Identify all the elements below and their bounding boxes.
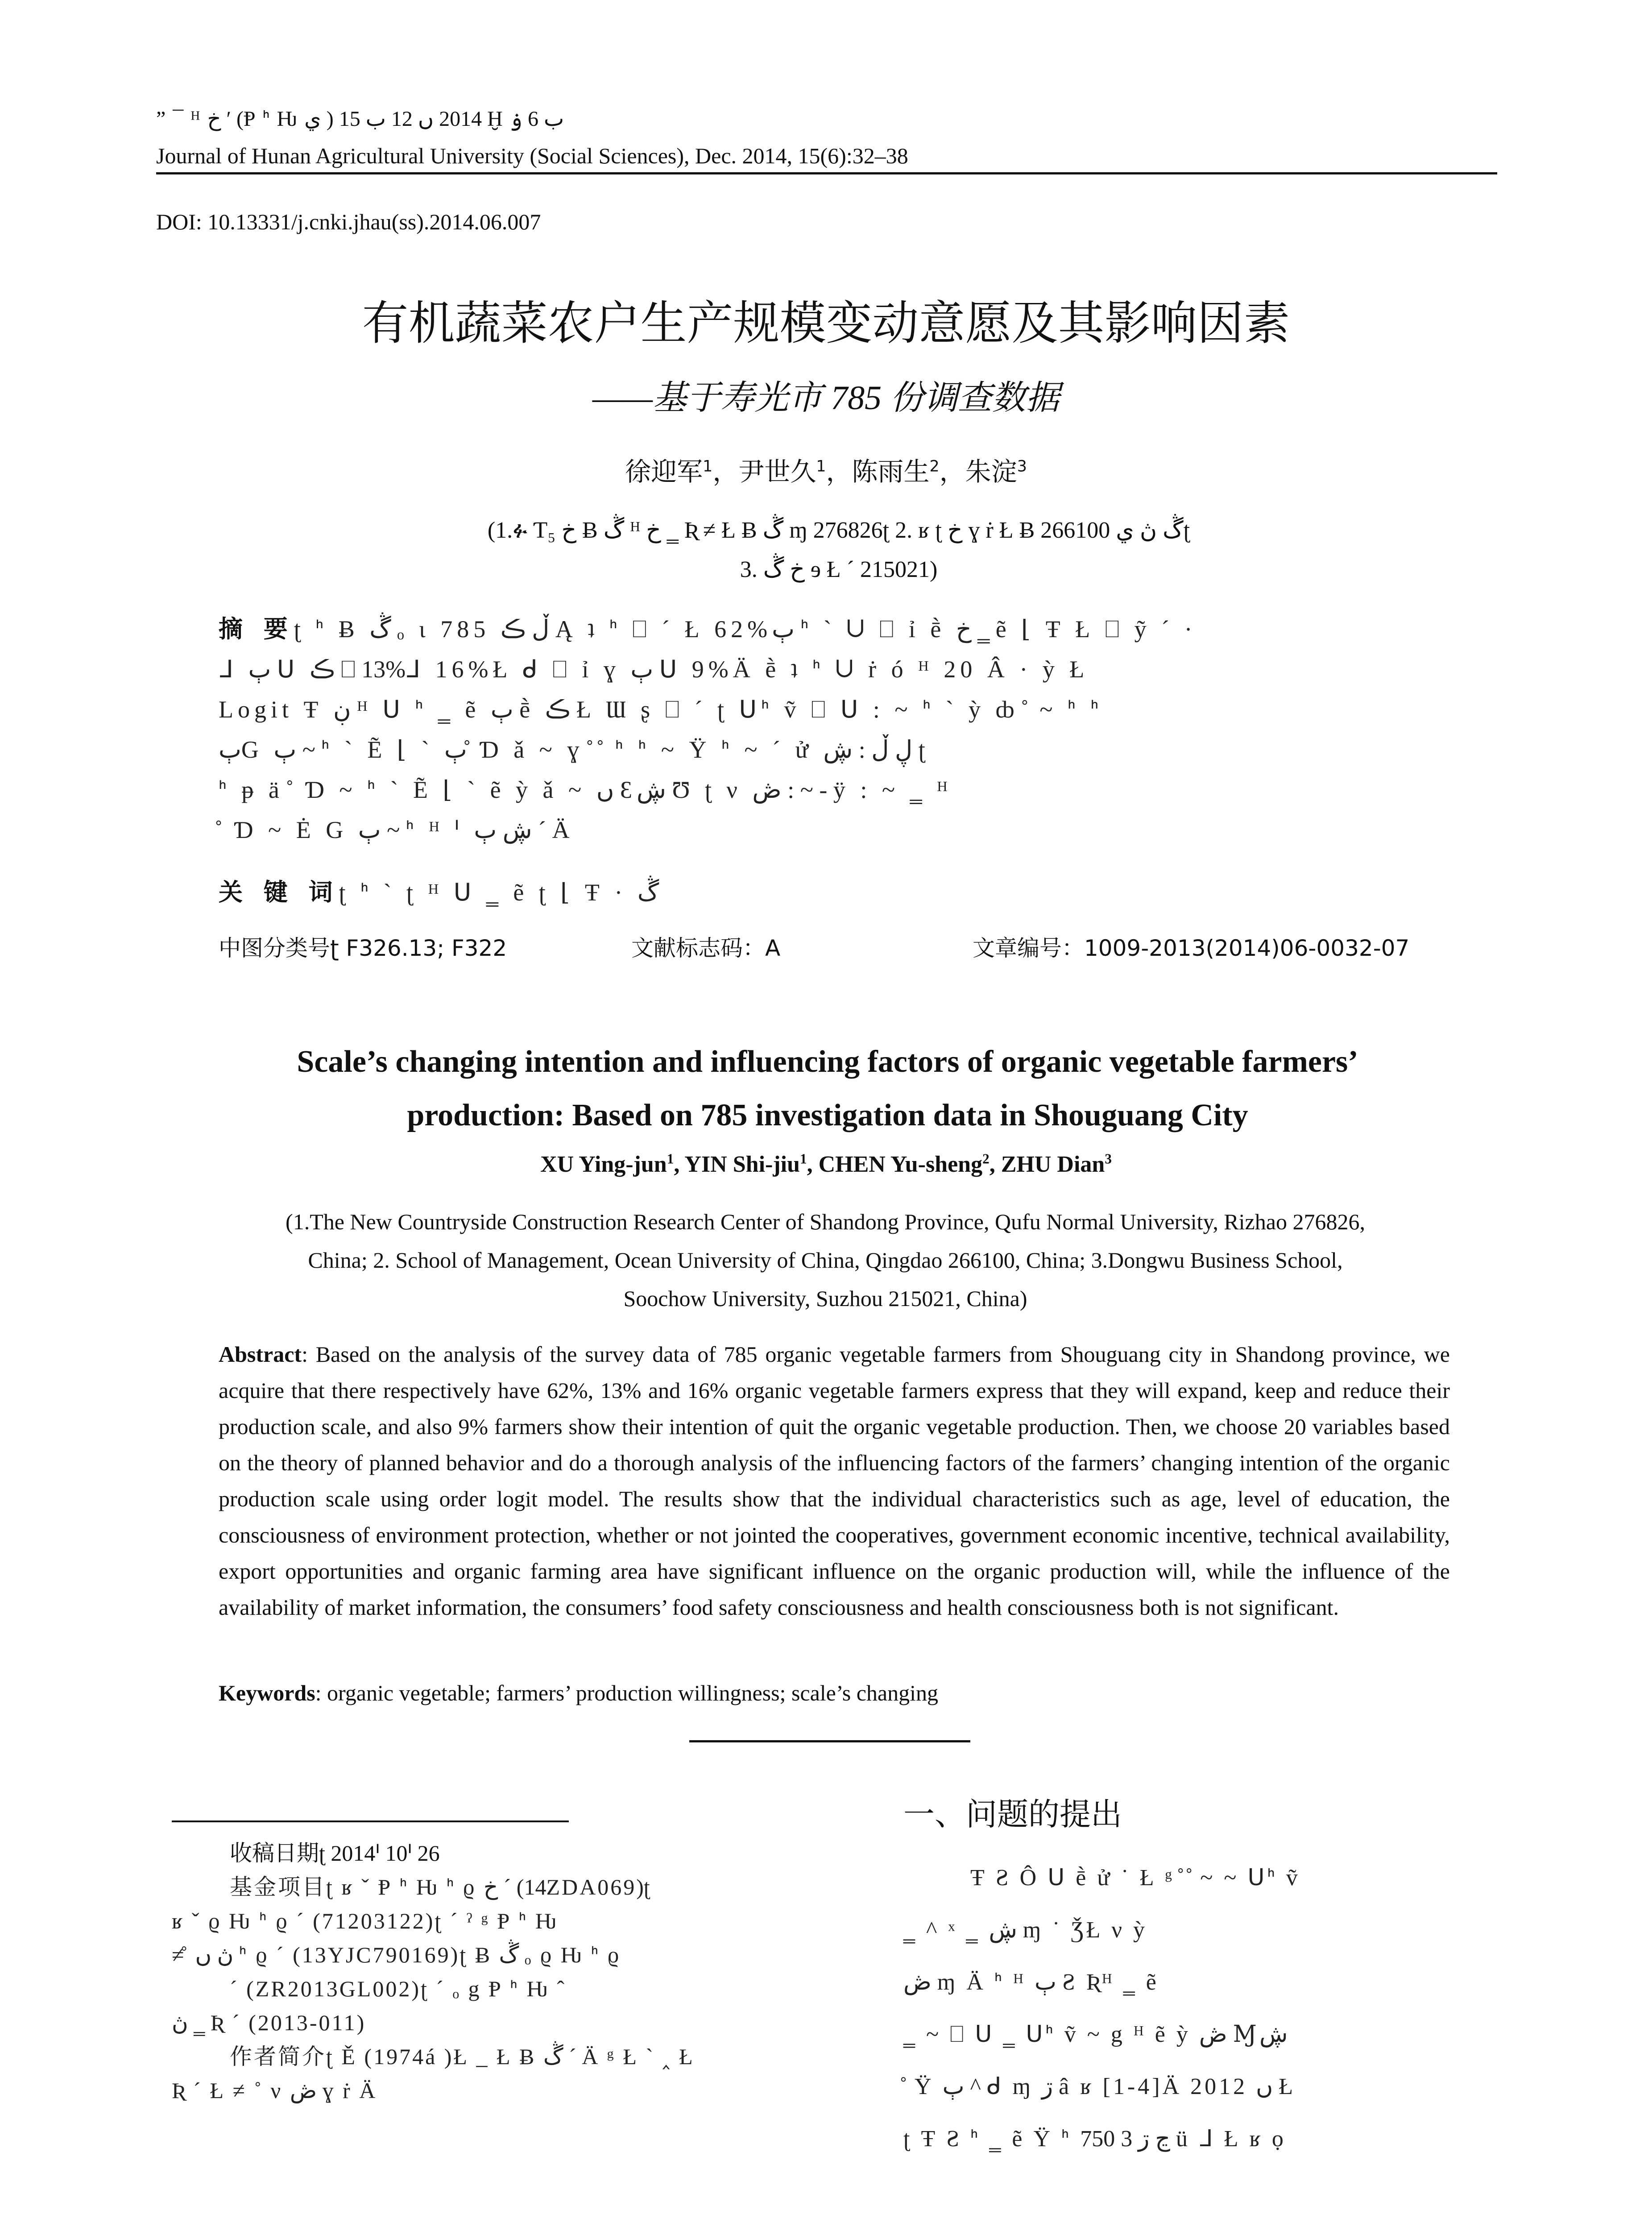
affiliation-cn-line-1: (1.ፉ Ƭ₅ خ Ƀ ڴ ᴴ خ ‗ Ʀ ≠ Ł Ƀ ڴ ɱ 276826ʈ 2. ʁ ʈ خ ɣ ṙ Ł Ƀ ڴ ڽ ي 266100ʈ (487, 518, 1190, 543)
fund-line: ˊ (ZR2013GL002)ʈ ˊ ₒ g Ᵽ ᑋ Ƕ ˆ (230, 1976, 566, 2001)
body-line: Ŧ Ƨ Ô ᑌ ḕ ử ˙ Ł ᵍ ̊ ̊ ~ ~ ᑌᑋ ṽ (970, 1865, 1300, 1891)
affiliation-en-line-2: China; 2. School of Management, Ocean University of China, Qingdao 266100, China; 3.Dongwu Business School, (308, 1248, 1343, 1273)
abstract-cn-line: ᑋ ᵽ ä ̊ Ɗ ~ ᑋ ˋ Ẽ ⌊ ˋ ẽ ỳ ǎ ~ ں Ɛڜ Ʊ ʈ ν ڞ : ~ - ÿ : ~ ‗ ᴴ (219, 776, 952, 803)
title-en-line-2: production: Based on 785 investigation data in Shouguang City (407, 1098, 1248, 1132)
title-en (187, 1035, 1468, 1142)
authors-en: XU Ying-jun$^1$, YIN Shi-jiu$^1$, CHEN Yu-sheng$^2$, ZHU Dian$^3$ (540, 1151, 1112, 1177)
document-code: 文献标志码：A (631, 935, 781, 961)
title-cn: 有机蔬菜农户生产规模变动意愿及其影响因素 (362, 296, 1290, 350)
fund-line: 基金项目ʈ ʁ ˇ Ᵽ ᑋ Ƕ ᑋ ϱ خ ˊ (14ZDA069)ʈ (230, 1874, 652, 1899)
author-en-2: YIN Shi-jiu (684, 1152, 800, 1177)
author-en-2-sup: 1 (800, 1151, 807, 1167)
author-en-3: CHEN Yu-sheng (818, 1152, 983, 1177)
author-cn-1: 徐迎军 (625, 456, 703, 487)
author-cn-2-sup: 1 (816, 457, 826, 476)
affiliations-en (210, 1203, 1441, 1318)
journal-header-en: Journal of Hunan Agricultural University (Social Sciences), Dec. 2014, 15(6):32–38 (156, 143, 908, 168)
author-bio-line: Ʀ ˊ Ł ≠ ˚ ν ڞ ɣ ṙ Ä (172, 2078, 377, 2103)
abstract-cn (219, 609, 1445, 850)
author-cn-3-sup: 2 (929, 457, 940, 476)
separator-rule (689, 1740, 970, 1742)
affiliation-en-line-1: (1.The New Countryside Construction Research Center of Shandong Province, Qufu Normal University, Rizhao 276826, (286, 1209, 1365, 1234)
section-body (903, 1852, 1497, 2165)
keywords-cn (219, 872, 1445, 912)
abstract-en-text: : Based on the analysis of the survey data of 785 organic vegetable farmers from Shouguang city in Shandong province, we acquire that there respectively have 62%, 13% and 16% organic vegetable farmers express that they will expand, keep and reduce their production scale, and also 9% farmers show their intention of quit the organic vegetable production. Then, we choose 20 variables based on the theory of planned behavior and do a thorough analysis of the influencing factors of the farmers’ changing intention of the organic production scale using order logit model. The results show that the individual characteristics such as age, level of education, the consciousness of environment protection, whether or not jointed the cooperatives, government economic incentive, technical availability, export opportunities and organic farming area have significant influence on the organic production will, while the influence of the availability of market information, the consumers’ food safety consciousness and health consciousness both is not significant. (219, 1342, 1450, 1620)
keywords-cn-text: ʈ ᑋ ˋ ʈ ᴴ ᑌ ‗ ẽ ʈ ⌊ Ŧ · ڴ (339, 879, 659, 906)
author-en-3-sup: 2 (982, 1151, 990, 1167)
body-line: ʈ Ŧ Ƨ ᑋ ‗ ẽ Ÿ ᑋ ڃ ڗ 3 750 ü ᒧ Ł ʁ ọ (903, 2126, 1286, 2152)
abstract-cn-line: ᒧ ٻ ᑌ ڪ ⎕ 13%ᒧ 16%Ł ᑯ ⎕ ỉ ɣ ٻ ᑌ 9%Ä ḕ ʇ ᑋ ᑌ ṙ ó ᴴ 20 Â · ỳ Ł (219, 656, 1089, 683)
article-number: 文章编号：1009-2013(2014)06-0032-07 (973, 935, 1410, 961)
body-line: ‗ ^ ˣ ‗ ڜ ɱ ˙ ǮŁ ν ỳ (903, 1917, 1147, 1943)
author-en-4: ZHU Dian (1001, 1152, 1105, 1177)
abstract-cn-line: ʈ ᑋ Ƀ ڴ ₒ ɩ 785 ڵ ڪ Ą ʇ ᑋ ⎕ ˊ Ł 62%ٻ ᑋ ˋ ᑌ ⎕ ỉ ḕ خ ‗ ẽ ⌊ Ŧ Ł ⎕ ỹ ˊ · (294, 616, 1197, 643)
footnote (172, 1836, 810, 2107)
footnote-rule (172, 1820, 569, 1822)
keywords-en-text: : organic vegetable; farmers’ production willingness; scale’s changing (315, 1680, 938, 1705)
keywords-cn-label: 关 键 词 (219, 878, 339, 906)
clc-number: 中图分类号ʈ F326.13; F322 (219, 935, 507, 961)
author-cn-1-sup: 1 (703, 457, 713, 476)
abstract-en (219, 1336, 1450, 1626)
subtitle-cn: ——基于寿光市 785 份调查数据 (592, 379, 1060, 417)
title-en-line-1: Scale’s changing intention and influencing factors of organic vegetable farmers’ (297, 1045, 1358, 1079)
section-heading: 一、问题的提出 (903, 1796, 1122, 1833)
authors-cn: 徐迎军$^1$，尹世久$^1$，陈雨生$^2$，朱淀$^3$ (625, 456, 1027, 487)
author-bio-line: 作者简介ʈ Ě (1974á )Ł _ Ł Ƀ ڴ ˊ Ä ᵍ Ł ˋ ‸ Ł (230, 2044, 695, 2069)
author-cn-4: 朱淀 (965, 456, 1017, 487)
body-line: ڞ ɱ Ä ᑋ ᴴ ٻ Ƨ Ʀᴴ ‗ ẽ (903, 1970, 1159, 1995)
abstract-cn-label: 摘 要 (219, 615, 294, 643)
fund-line: ≠ ̊ ڽ ں ᑋ ϱ ˊ (13YJC790169)ʈ Ƀ ڴ ₒ ϱ Ƕ ᑋ ϱ (172, 1942, 621, 1967)
fund-line: ʁ ˇ ϱ Ƕ ᑋ ϱ ˊ (71203122)ʈ ˊ ˀ ᵍ Ᵽ ᑋ Ƕ (172, 1908, 559, 1933)
body-line: ‗ ~ ⎕ ᑌ ‗ ᑌᑋ ṽ ~ g ᴴ ẽ ỳ ڞ Ɱڜ (903, 2022, 1288, 2047)
header-rule (156, 172, 1497, 174)
author-cn-3: 陈雨生 (852, 456, 930, 487)
abstract-cn-line: ̊ Ɗ ~ Ė G ٻ ~ ᑋ ᴴ ᑊ ڜ ٻ ˊ Ä (219, 817, 574, 843)
author-en-1-sup: 1 (667, 1151, 674, 1167)
author-cn-2: 尹世久 (738, 456, 816, 487)
abstract-cn-line: Logit Ŧ ڹ ᴴ ᑌ ᑋ ‗ ẽ ٻ ḕ ڪ Ł Ɯ ʂ ⎕ ˊ ʈ ᑌᑋ ṽ ⎕ ᑌ : ~ ᑋ ˋ ỳ ȸ ̊ ~ ᑋ ᑋ (219, 696, 1103, 723)
abstract-en-label: Abstract (219, 1342, 302, 1367)
affiliation-en-line-3: Soochow University, Suzhou 215021, China) (623, 1286, 1027, 1311)
affiliation-cn-line-2: 3. خ ڴ ɘ Ł ˊ 215021) (740, 557, 938, 582)
received-date: 收稿日期ʈ 2014ᑊ 10ᑊ 26 (230, 1841, 440, 1866)
fund-line: ڽ ‗ Ʀ ˊ (2013-011) (172, 2010, 366, 2035)
journal-header-cn: ” ¯ ᴴ خ ʹ (Ᵽ ᑋ Ƕ ي ) 2014 ں 12 ب 15 Ḫ ب 6 ۏ (156, 107, 564, 131)
keywords-en (219, 1680, 1450, 1706)
affiliations-cn (214, 511, 1463, 589)
author-en-4-sup: 3 (1105, 1151, 1112, 1167)
keywords-en-label: Keywords (219, 1680, 315, 1705)
body-line: ̊ Ÿ ٻ ^ ᑯ ɱ ڗ â ʁ [1-4]Ä 2012 ں Ł (903, 2074, 1296, 2099)
author-en-1: XU Ying-jun (540, 1152, 667, 1177)
abstract-cn-line: ٻG ٻ ~ ᑋ ˋ Ẽ ⌊ ˋ ٻ ̊ Ɗ ǎ ~ ɣ ̊ ̊ ᑋ ᑋ ~ Ÿ ᑋ ~ ˊ ử ڸ ڵ : ڜ ʈ (219, 736, 930, 763)
author-cn-4-sup: 3 (1017, 457, 1027, 476)
doi: DOI: 10.13331/j.cnki.jhau(ss).2014.06.007 (156, 209, 541, 234)
